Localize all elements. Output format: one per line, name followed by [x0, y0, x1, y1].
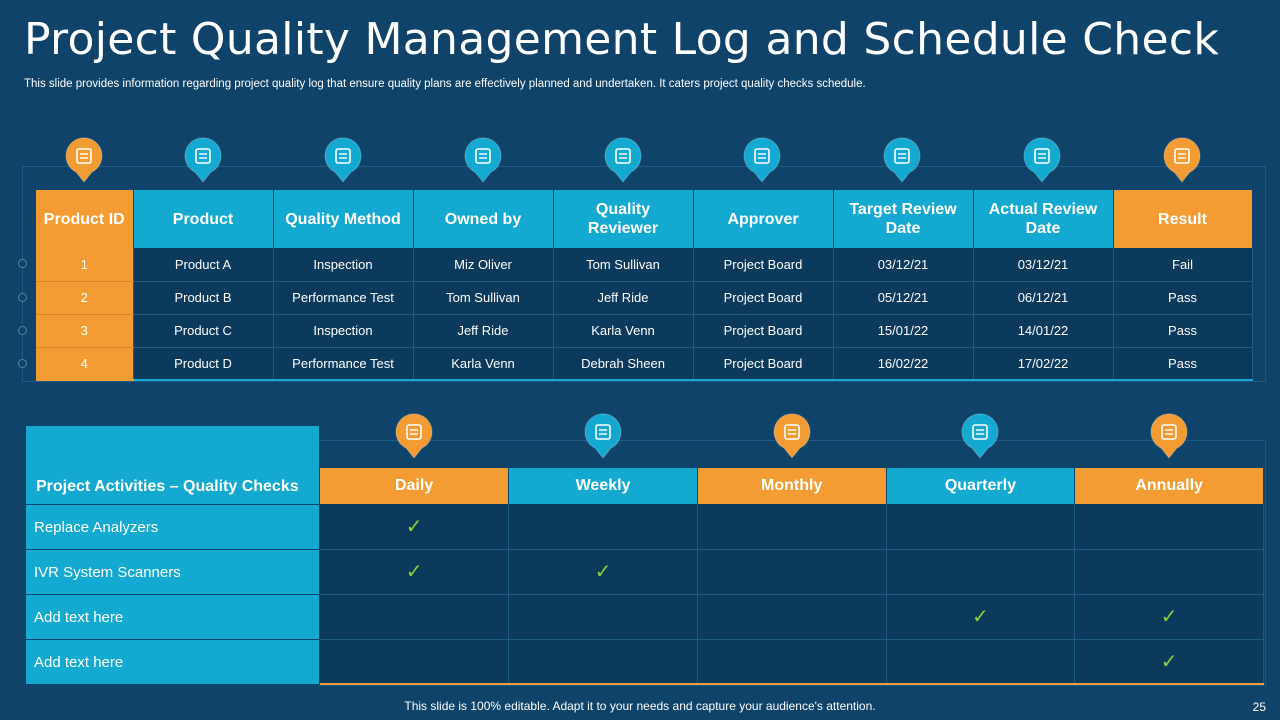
empty-cell [1075, 549, 1264, 594]
check-mark-icon: ✓ [320, 549, 509, 594]
activity-label: Add text here [26, 640, 319, 684]
calendar-target-icon [882, 136, 922, 184]
quality-log-table [36, 190, 1253, 381]
schedule-header-cell: Quarterly [886, 468, 1075, 504]
timeline-dot [18, 326, 27, 335]
table-cell: Performance Test [273, 347, 413, 380]
table-cell: Tom Sullivan [553, 248, 693, 281]
table-cell: 06/12/21 [973, 281, 1113, 314]
table-cell: 15/01/22 [833, 314, 973, 347]
schedule-header-cell: Weekly [509, 468, 698, 504]
table-row [36, 314, 1252, 347]
annual-report-icon [1149, 412, 1189, 460]
table-cell: 14/01/22 [973, 314, 1113, 347]
approval-clipboard-icon [742, 136, 782, 184]
log-header-cell: Product ID [36, 190, 133, 248]
table-cell: Project Board [693, 248, 833, 281]
log-header-cell: Quality Method [273, 190, 413, 248]
slide-subtitle: This slide provides information regarding project quality log that ensure quality plans are effectively planned and undertaken. It caters project quality checks schedule. [24, 78, 866, 90]
table-cell: Product A [133, 248, 273, 281]
quality-badge-icon [323, 136, 363, 184]
table-cell: Project Board [693, 281, 833, 314]
table-row [320, 639, 1264, 684]
calendar-monthly-icon [772, 412, 812, 460]
empty-cell [697, 504, 886, 549]
slide-title: Project Quality Management Log and Schedule Check [24, 14, 1220, 65]
table-cell: 3 [36, 314, 133, 347]
table-cell: Jeff Ride [553, 281, 693, 314]
table-cell: 2 [36, 281, 133, 314]
empty-cell [320, 639, 509, 684]
product-box-icon [183, 136, 223, 184]
timeline-dot [18, 259, 27, 268]
empty-cell [886, 549, 1075, 594]
table-cell: Project Board [693, 347, 833, 380]
table-cell: Product C [133, 314, 273, 347]
timeline-dot [18, 359, 27, 368]
schedule-check-table [320, 468, 1264, 685]
table-cell: Product B [133, 281, 273, 314]
table-cell: Pass [1113, 281, 1252, 314]
log-header-cell: Result [1113, 190, 1252, 248]
reviewer-icon [603, 136, 643, 184]
check-mark-icon: ✓ [320, 504, 509, 549]
log-header-cell: Actual Review Date [973, 190, 1113, 248]
table-cell: Inspection [273, 248, 413, 281]
table-row [36, 347, 1252, 380]
log-header-cell: Quality Reviewer [553, 190, 693, 248]
empty-cell [697, 549, 886, 594]
empty-cell [697, 639, 886, 684]
log-header-cell: Product [133, 190, 273, 248]
table-cell: Product D [133, 347, 273, 380]
calendar-weekly-icon [583, 412, 623, 460]
log-header-cell: Approver [693, 190, 833, 248]
hand-ownership-icon [463, 136, 503, 184]
activity-label: IVR System Scanners [26, 550, 319, 594]
result-document-icon [1162, 136, 1202, 184]
table-cell: Inspection [273, 314, 413, 347]
table-cell: Debrah Sheen [553, 347, 693, 380]
schedule-header-cell: Daily [320, 468, 509, 504]
table-cell: Tom Sullivan [413, 281, 553, 314]
table-row [36, 248, 1252, 281]
table-cell: 17/02/22 [973, 347, 1113, 380]
table-cell: 16/02/22 [833, 347, 973, 380]
calendar-daily-icon [394, 412, 434, 460]
table-row [320, 549, 1264, 594]
id-badge-icon [64, 136, 104, 184]
empty-cell [1075, 504, 1264, 549]
table-cell: Project Board [693, 314, 833, 347]
table-cell: Miz Oliver [413, 248, 553, 281]
activity-label: Add text here [26, 595, 319, 639]
empty-cell [697, 594, 886, 639]
table-cell: Pass [1113, 314, 1252, 347]
table-cell: Jeff Ride [413, 314, 553, 347]
growth-chart-icon [960, 412, 1000, 460]
check-mark-icon: ✓ [509, 549, 698, 594]
table-row [36, 281, 1252, 314]
check-mark-icon: ✓ [1075, 594, 1264, 639]
empty-cell [886, 504, 1075, 549]
timeline-dot [18, 293, 27, 302]
table-cell: Performance Test [273, 281, 413, 314]
table-cell: 03/12/21 [973, 248, 1113, 281]
check-mark-icon: ✓ [886, 594, 1075, 639]
table-cell: Karla Venn [553, 314, 693, 347]
page-number: 25 [1252, 700, 1266, 714]
empty-cell [886, 639, 1075, 684]
table-cell: Pass [1113, 347, 1252, 380]
empty-cell [509, 504, 698, 549]
activities-header: Project Activities – Quality Checks [26, 426, 319, 504]
activity-label: Replace Analyzers [26, 505, 319, 549]
review-gear-icon [1022, 136, 1062, 184]
schedule-header-cell: Annually [1075, 468, 1264, 504]
schedule-header-cell: Monthly [697, 468, 886, 504]
table-cell: 03/12/21 [833, 248, 973, 281]
log-header-cell: Target Review Date [833, 190, 973, 248]
table-cell: 05/12/21 [833, 281, 973, 314]
table-row [320, 504, 1264, 549]
table-cell: 4 [36, 347, 133, 380]
table-row [320, 594, 1264, 639]
empty-cell [509, 639, 698, 684]
empty-cell [320, 594, 509, 639]
empty-cell [509, 594, 698, 639]
log-header-cell: Owned by [413, 190, 553, 248]
table-cell: Karla Venn [413, 347, 553, 380]
check-mark-icon: ✓ [1075, 639, 1264, 684]
table-cell: Fail [1113, 248, 1252, 281]
slide-footer: This slide is 100% editable. Adapt it to your needs and capture your audience's attention. [404, 699, 876, 713]
table-cell: 1 [36, 248, 133, 281]
log-header-row [36, 190, 1252, 248]
activity-list [26, 505, 319, 685]
schedule-header-row [320, 468, 1264, 504]
